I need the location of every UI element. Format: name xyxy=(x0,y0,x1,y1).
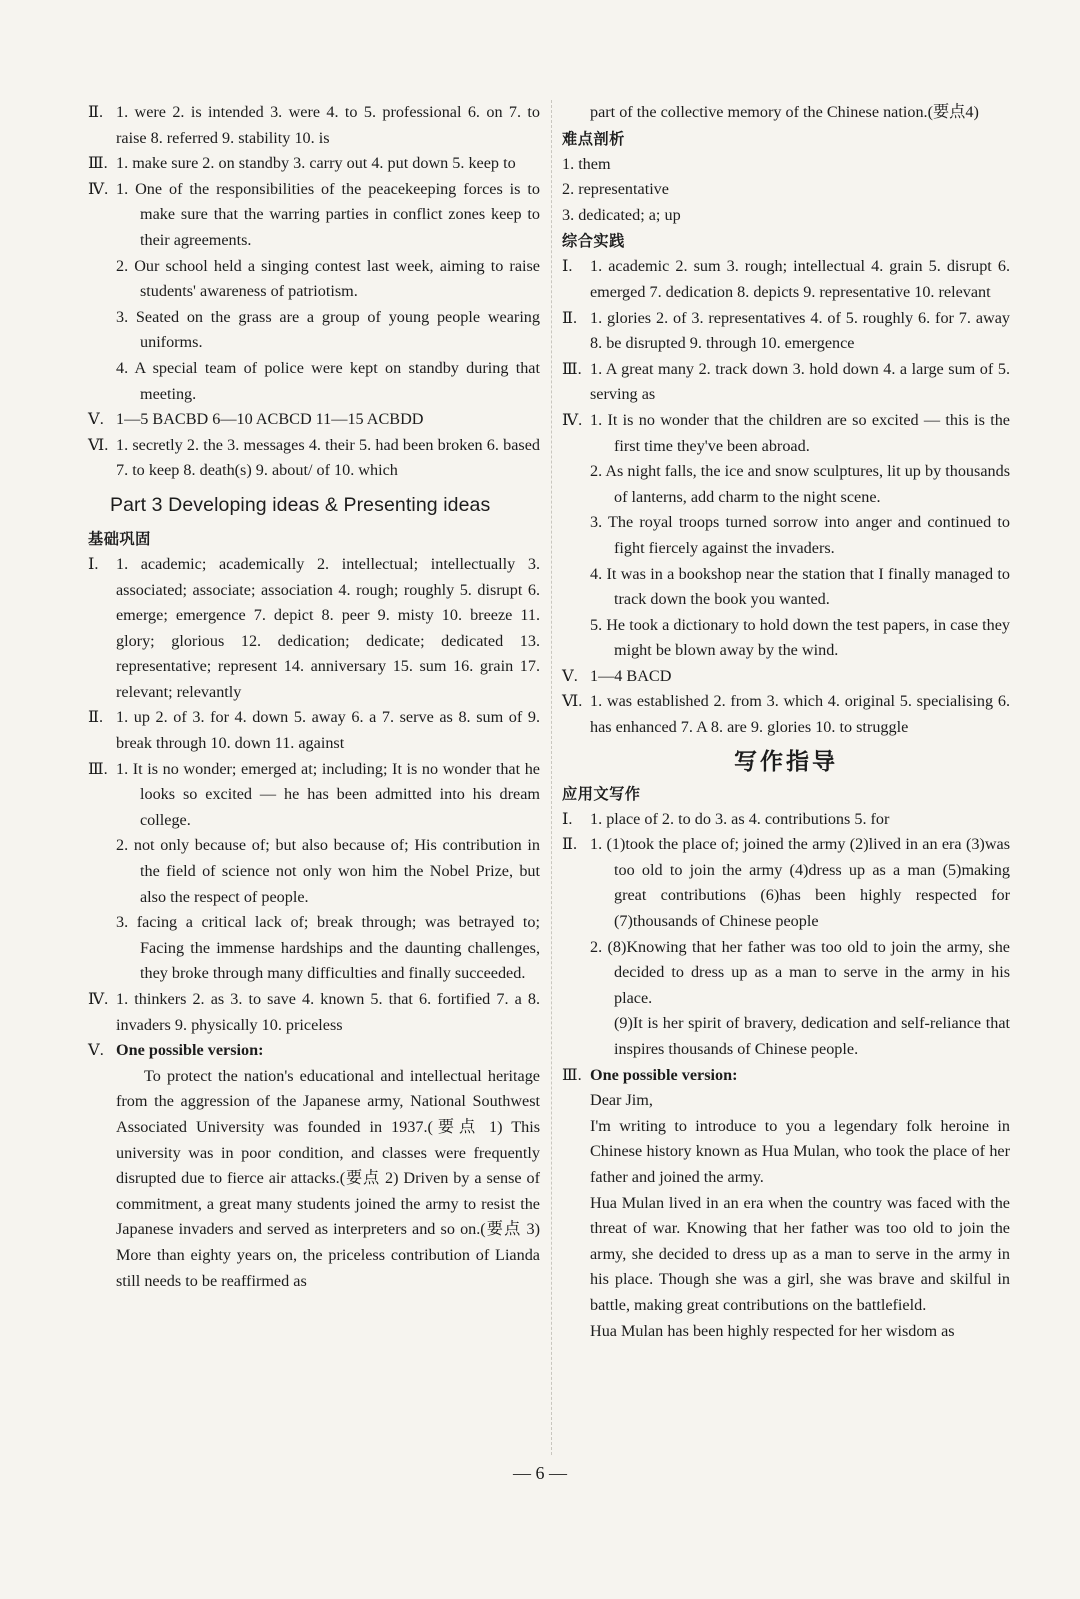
sentence-item: 3. The royal troops turned sorrow into anger and continued to fight fiercely against the invaders. xyxy=(590,513,1010,557)
answer-block-w3: Ⅲ. One possible version: Dear Jim, I'm writing to introduce to you a legendary folk heroine in Chinese history known as Hua Mulan, who took the place of her father and joined the army. Hua Mulan lived in an era when the country was faced with the threat of war. Knowing that her father was too old to join the army, she decided to dress up as a man to serve in the army in his place. Though she was a girl, she was brave and skilful in battle, making great contributions on the battlefield. Hua Mulan has been highly respected for her wisdom as xyxy=(562,1063,1010,1345)
sentence-item: 2. Our school held a singing contest last week, aiming to raise students' awareness of patriotism. xyxy=(116,256,540,301)
letter-greeting: Dear Jim, xyxy=(590,1091,653,1110)
answer-block-6: Ⅵ. 1. secretly 2. the 3. messages 4. their 5. had been broken 6. based 7. to keep 8. death(s) 9. about/ of 10. which xyxy=(88,435,540,480)
section-heading: 基础巩固 xyxy=(88,529,151,548)
left-column xyxy=(88,100,540,1294)
answer-block-2: Ⅱ. 1. were 2. is intended 3. were 4. to 5. professional 6. on 7. to raise 8. referred 9. stability 10. is xyxy=(88,103,540,147)
letter-paragraph: I'm writing to introduce to you a legendary folk heroine in Chinese history known as Hua Mulan, who took the place of her father and joined the army. xyxy=(590,1116,1010,1186)
answer-block-p4: Ⅳ. 1. thinkers 2. as 3. to save 4. known 5. that 6. fortified 7. a 8. invaders 9. physically 10. priceless xyxy=(88,990,540,1034)
sentence-item: 4. A special team of police were kept on standby during that meeting. xyxy=(116,358,540,403)
answer-block-p3: Ⅲ. 1. It is no wonder; emerged at; including; It is no wonder that he looks so excited — he has been admitted into his dream college. 2. not only because of; but also because of; His contribution in the field of science not only won him the Nobel Prize, but also the respect of people. 3. facing a critical lack of; break through; was betrayed to; Facing the immense hardships and the daunting challenges, they broke through many difficulties and finally succeeded. xyxy=(88,757,540,987)
answer-block-p5: Ⅴ. One possible version: To protect the nation's educational and intellectual heritage from the aggression of the Japanese army, National Southwest Associated University was founded in 1937.(要点 1) This university was in poor condition, and classes were frequently disrupted due to fierce air attacks.(要点 2) Driven by a sense of commitment, a great many students joined the army to resist the Japanese invaders and served as interpreters and so on.(要点 3) More than eighty years on, the priceless contribution of Lianda still needs to be reaffirmed as xyxy=(88,1038,540,1294)
answer-block-w2: Ⅱ. 1. (1)took the place of; joined the army (2)lived in an era (3)was too old to join the army (4)dress up as a man (5)making great contributions (6)has been highly respected for (7)thousands of Chinese people 2. (8)Knowing that her father was too old to join the army, she decided to dress up as a man to serve in the army in his place. (9)It is her spirit of bravery, dedication and self-reliance that inspires thousands of Chinese people. xyxy=(562,832,1010,1062)
sentence-item: 4. It was in a bookshop near the station that I finally managed to track down the book you wanted. xyxy=(590,564,1010,609)
answer-block-z5: Ⅴ. 1—4 BACD xyxy=(562,666,672,685)
sentence-item: 1. One of the responsibilities of the peacekeeping forces is to make sure that the warring parties in conflict zones keep to their agreements. xyxy=(116,179,540,249)
answer-line: 1. them xyxy=(562,154,611,173)
answer-block-w1: Ⅰ. 1. place of 2. to do 3. as 4. contributions 5. for xyxy=(562,809,890,828)
part-heading: Part 3 Developing ideas & Presenting ideas xyxy=(110,493,491,516)
sentence-item: 1. (1)took the place of; joined the army (2)lived in an era (3)was too old to join the army (4)dress up as a man (5)making great contributions (6)has been highly respected for (7)thousands of Chinese people xyxy=(590,835,1010,931)
section-heading: 难点剖析 xyxy=(562,129,625,148)
writing-guide-heading: 写作指导 xyxy=(734,748,838,775)
letter-paragraph: Hua Mulan lived in an era when the country was faced with the threat of war. Knowing that her father was too old to join the army, she decided to dress up as a man to serve in the army in his place. Though she was a girl, she was brave and skilful in battle, making great contributions on the battlefield. xyxy=(590,1193,1010,1314)
sentence-item: 1. It is no wonder; emerged at; including; It is no wonder that he looks so excited — he has been admitted into his dream college. xyxy=(116,759,540,829)
column-divider xyxy=(551,100,552,1455)
answer-block-5: Ⅴ. 1—5 BACBD 6—10 ACBCD 11—15 ACBDD xyxy=(88,410,424,429)
answer-block-4: Ⅳ. 1. One of the responsibilities of the peacekeeping forces is to make sure that the warring parties in conflict zones keep to their agreements. 2. Our school held a singing contest last week, aiming to raise students' awareness of patriotism. 3. Seated on the grass are a group of young people wearing uniforms. 4. A special team of police were kept on standby during that meeting. xyxy=(88,177,540,407)
sentence-item: 2. As night falls, the ice and snow sculptures, lit up by thousands of lanterns, add charm to the night scene. xyxy=(590,462,1010,506)
answer-block-z3: Ⅲ. 1. A great many 2. track down 3. hold down 4. a large sum of 5. serving as xyxy=(562,359,1010,404)
section-heading: 综合实践 xyxy=(562,232,625,251)
essay-paragraph: To protect the nation's educational and intellectual heritage from the aggression of the Japanese army, National Southwest Associated University was founded in 1937.(要点 1) This university was in poor condition, and classes were frequently disrupted due to fierce air attacks.(要点 2) Driven by a sense of commitment, a great many students joined the army to resist the Japanese invaders and served as interpreters and so on.(要点 3) More than eighty years on, the priceless contribution of Lianda still needs to be reaffirmed as xyxy=(116,1066,540,1290)
sentence-item: (9)It is her spirit of bravery, dedication and self-reliance that inspires thousands of Chinese people. xyxy=(614,1014,1010,1058)
letter-paragraph: Hua Mulan has been highly respected for her wisdom as xyxy=(590,1321,955,1340)
page-number: — 6 — xyxy=(513,1463,567,1483)
sentence-item: 3. facing a critical lack of; break through; was betrayed to; Facing the immense hardships and the daunting challenges, they broke through many difficulties and finally succeeded. xyxy=(116,913,540,983)
answer-block-z2: Ⅱ. 1. glories 2. of 3. representatives 4. of 5. roughly 6. for 7. away 8. be disrupted 9. through 10. emergence xyxy=(562,308,1010,353)
version-label: One possible version: xyxy=(116,1041,264,1060)
answer-block-z1: Ⅰ. 1. academic 2. sum 3. rough; intellectual 4. grain 5. disrupt 6. emerged 7. dedication 8. depicts 9. representative 10. relevant xyxy=(562,257,1010,301)
sentence-item: 3. Seated on the grass are a group of young people wearing uniforms. xyxy=(116,307,540,352)
right-column xyxy=(562,100,1010,1344)
answer-block-p2: Ⅱ. 1. up 2. of 3. for 4. down 5. away 6. a 7. serve as 8. sum of 9. break through 10. down 11. against xyxy=(88,708,540,753)
sentence-item: 1. It is no wonder that the children are so excited — this is the first time they've been abroad. xyxy=(590,410,1010,455)
answer-block-p1: Ⅰ. 1. academic; academically 2. intellectual; intellectually 3. associated; associate; association 4. rough; roughly 5. disrupt 6. emerge; emergence 7. depict 8. peer 9. misty 10. breeze 11. glory; glorious 12. dedication; dedicate; dedicated 13. representative; represent 14. anniversary 15. sum 16. grain 17. relevant; relevantly xyxy=(88,554,540,701)
sentence-item: 2. (8)Knowing that her father was too old to join the army, she decided to dress up as a man to serve in the army in his place. xyxy=(590,937,1010,1007)
answer-line: 2. representative xyxy=(562,180,669,199)
sentence-item: 5. He took a dictionary to hold down the test papers, in case they might be blown away by the wind. xyxy=(590,615,1010,660)
section-heading: 应用文写作 xyxy=(562,784,641,803)
answer-block-z6: Ⅵ. 1. was established 2. from 3. which 4. original 5. specialising 6. has enhanced 7. A 8. are 9. glories 10. to struggle xyxy=(562,692,1010,737)
answer-block-3: Ⅲ. 1. make sure 2. on standby 3. carry out 4. put down 5. keep to xyxy=(88,154,516,173)
sentence-item: 2. not only because of; but also because of; His contribution in the field of science not only won him the Nobel Prize, but also the respect of people. xyxy=(116,836,540,906)
answer-block-z4: Ⅳ. 1. It is no wonder that the children are so excited — this is the first time they've been abroad. 2. As night falls, the ice and snow sculptures, lit up by thousands of lanterns, add charm to the night scene. 3. The royal troops turned sorrow into anger and continued to fight fiercely against the invaders. 4. It was in a bookshop near the station that I finally managed to track down the book you wanted. 5. He took a dictionary to hold down the test papers, in case they might be blown away by the wind. xyxy=(562,408,1010,664)
version-label: One possible version: xyxy=(590,1065,738,1084)
essay-continuation: part of the collective memory of the Chinese nation.(要点4) xyxy=(590,103,979,121)
answer-line: 3. dedicated; a; up xyxy=(562,205,681,224)
